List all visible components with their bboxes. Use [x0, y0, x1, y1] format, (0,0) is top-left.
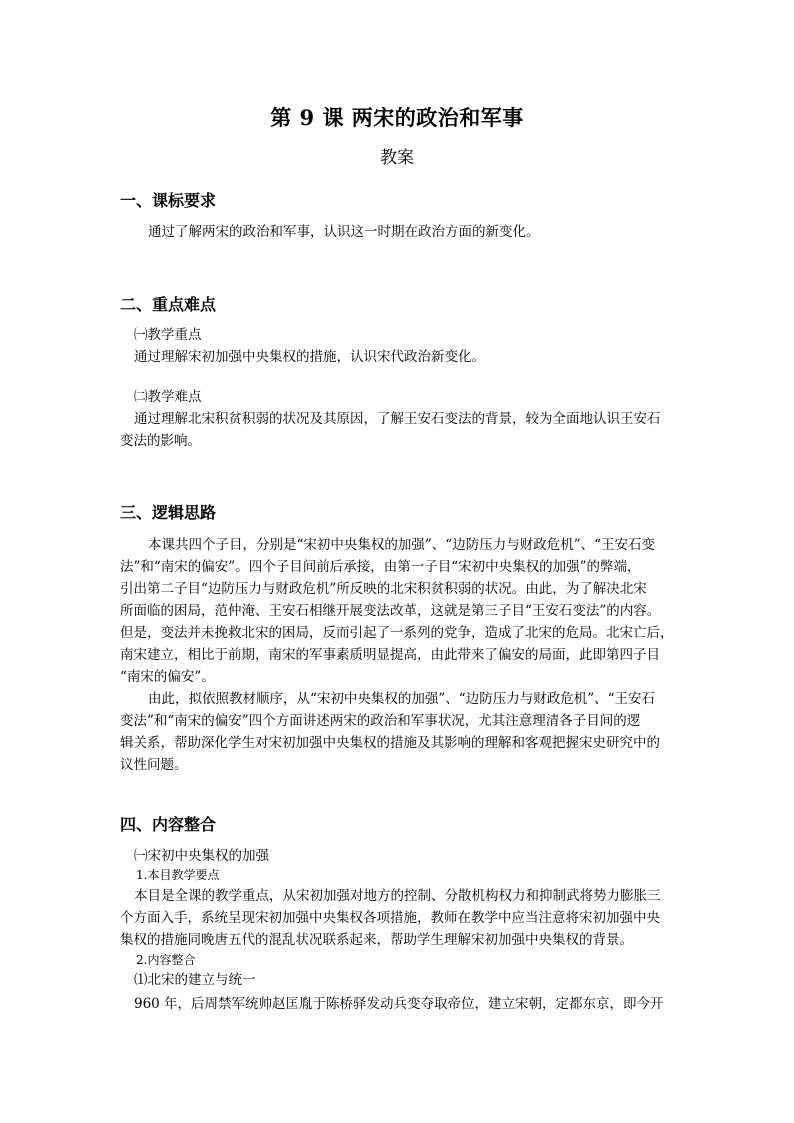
content-paragraph-line: 个方面入手，系统呈现宋初加强中央集权各项措施，教师在教学中应当注意将宋初加强中央: [120, 910, 660, 926]
logic-paragraph-line: 引出第二子目“边防压力与财政危机”所反映的北宋积贫积弱的状况。由此，为了解决北宋: [120, 581, 647, 597]
focus-label: ㈠教学重点: [134, 327, 202, 343]
logic-paragraph-line: 辑关系，帮助深化学生对宋初加强中央集权的措施及其影响的理解和客观把握宋史研究中的: [120, 735, 660, 751]
logic-paragraph-line: 本课共四个子目，分别是“宋初中央集权的加强”、“边防压力与财政危机”、“王安石变: [148, 537, 656, 553]
point-label: 2.内容整合: [136, 953, 196, 967]
difficulty-text-line: 通过理解北宋积贫积弱的状况及其原因，了解王安石变法的背景，较为全面地认识王安石: [134, 411, 661, 427]
logic-paragraph-line: 由此，拟依照教材顺序，从“宋初中央集权的加强”、“边防压力与财政危机”、“王安石: [148, 691, 656, 707]
section-heading-key-points: 二、重点难点: [120, 295, 217, 314]
curriculum-text: 通过了解两宋的政治和军事，认识这一时期在政治方面的新变化。: [148, 224, 540, 240]
difficulty-text-line: 变法的影响。: [120, 433, 201, 449]
content-paragraph-line: 960 年，后周禁军统帅赵匡胤于陈桥驿发动兵变夺取帝位，建立宋朝，定都东京，即今开: [134, 996, 664, 1012]
logic-paragraph-line: “南宋的偏安”。: [120, 669, 215, 685]
logic-paragraph-line: 南宋建立，相比于前期，南宋的军事素质明显提高，由此带来了偏安的局面，此即第四子目: [120, 647, 660, 663]
logic-paragraph-line: 变法”和“南宋的偏安”四个方面讲述两宋的政治和军事状况，尤其注意理清各子目间的逻: [120, 713, 641, 729]
lesson-subtitle: 教案: [380, 148, 414, 168]
subsection-title: ㈠宋初中央集权的加强: [134, 848, 269, 864]
point-label: 1.本目教学要点: [136, 868, 220, 882]
lesson-title: 第 9 课 两宋的政治和军事: [270, 105, 524, 130]
item-title: ⑴北宋的建立与统一: [134, 972, 256, 988]
content-paragraph-line: 本目是全课的教学重点，从宋初加强对地方的控制、分散机构权力和抑制武将势力膨胀三: [134, 888, 661, 904]
section-heading-curriculum: 一、课标要求: [120, 191, 217, 210]
section-heading-logic: 三、逻辑思路: [120, 503, 217, 522]
difficulty-label: ㈡教学难点: [134, 389, 202, 405]
content-paragraph-line: 集权的措施同晚唐五代的混乱状况联系起来，帮助学生理解宋初加强中央集权的背景。: [120, 932, 633, 948]
section-heading-content: 四、内容整合: [120, 815, 217, 834]
logic-paragraph-line: 所面临的困局，范仲淹、王安石相继开展变法改革，这就是第三子目“王安石变法”的内容。: [120, 603, 661, 619]
logic-paragraph-line: 但是，变法并未挽救北宋的困局，反而引起了一系列的党争，造成了北宋的危局。北宋亡后，: [120, 625, 674, 641]
logic-paragraph-line: 议性问题。: [120, 757, 188, 773]
logic-paragraph-line: 法”和“南宋的偏安”。四个子目间前后承接，由第一子目“宋初中央集权的加强”的弊端，: [120, 559, 641, 575]
focus-text: 通过理解宋初加强中央集权的措施，认识宋代政治新变化。: [134, 349, 485, 365]
